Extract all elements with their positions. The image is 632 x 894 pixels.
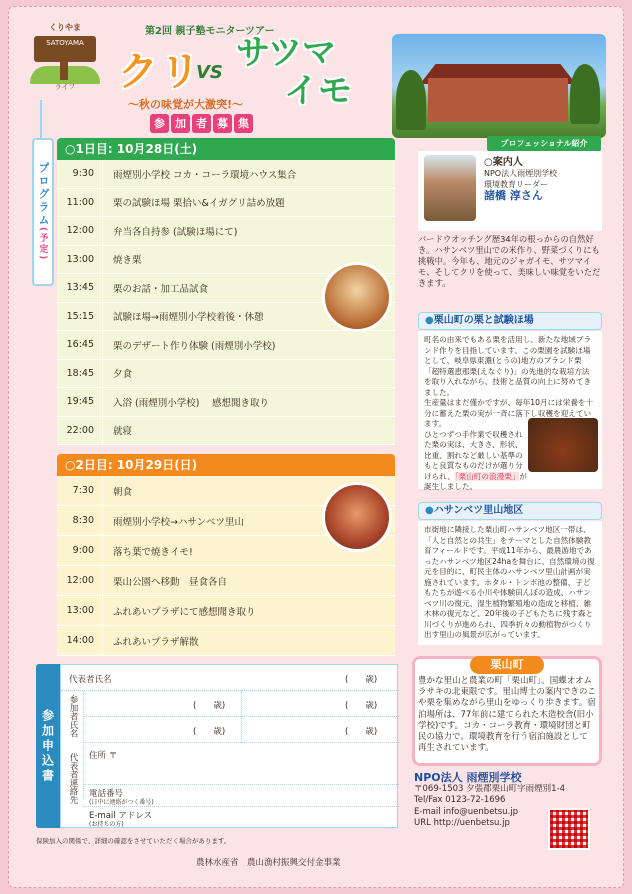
professional-card <box>418 151 602 231</box>
schedule-activity: 焼き栗 <box>113 255 142 267</box>
recruit-char: 募 <box>213 114 232 133</box>
chestnut-p2: 生産量はまだ僅かですが、毎年10月には栄養を十分に蓄えた栗の実が一斉に落下し収穫を迎えています。 <box>424 398 594 428</box>
schedule-activity: 栗のお話・加工品試食 <box>113 283 209 295</box>
email-note: (お持ちの方) <box>89 821 124 828</box>
schedule-activity: 就寝 <box>113 426 133 438</box>
schedule-activity: ふれあいプラザにて感想聞き取り <box>113 606 256 618</box>
npo-name: NPO法人 雨煙別学校 <box>414 771 522 784</box>
title-vs: VS <box>196 62 223 83</box>
chestnut-p3 <box>424 430 528 493</box>
town-description: 豊かな里山と農業の町「栗山町」。国蝶オオムラサキの北東限です。里山博士の案内できのこや栗を集めながら里山をゆっくり歩きます。宿泊場所は、77年前に建てられた木造校舎(旧小学校)です。コカ・コーラ教育・環境財団と町民の協力で、環境教育を行う宿泊施設として再生されています。 <box>418 676 596 754</box>
schedule-row <box>57 360 395 389</box>
phone-label: 電話番号 <box>89 789 124 799</box>
chestnut-section-title: 栗山町の栗と試験ほ場 <box>433 315 534 326</box>
guide-info <box>484 157 557 201</box>
bullet-icon: ● <box>425 315 434 326</box>
schedule-activity: 雨煙別小学校 コカ・コーラ環境ハウス集合 <box>113 169 297 181</box>
photo-building <box>428 78 568 122</box>
participants-label: 参加者氏名 <box>68 695 78 738</box>
chestnut-p1: 町名の由来でもある栗を活用し、新たな地域ブランド作りを目指しています。この栗園を試験ほ場として、岐阜県東濃(とうの)地方のブランド栗「超特選恵那栗(えなぐり)」の先進的な栽培方法を取り入れながら、技術と品質の向上に努めてきました。 <box>424 335 592 397</box>
application-tab: 参加申込書 <box>36 664 60 828</box>
day1-header: ○1日目: 10月28日(土) <box>57 138 395 160</box>
qr-code[interactable] <box>548 808 590 850</box>
title-satsumaimo <box>236 34 352 110</box>
schedule-activity: 入浴 (雨煙別小学校) 感想聞き取り <box>113 397 269 409</box>
schedule-row <box>57 160 395 189</box>
schedule-activity: 栗のデザート作り体験 (雨煙別小学校) <box>113 340 276 352</box>
chestnut-photo <box>528 418 598 472</box>
program-tab <box>32 138 54 286</box>
npo-contact <box>414 772 565 830</box>
recruit-char: 参 <box>150 114 169 133</box>
schedule-activity: 栗山公園へ移動 昼食各自 <box>113 576 228 588</box>
schedule-row <box>57 596 395 626</box>
schedule-time: 18:45 <box>57 360 103 388</box>
hasanbetsu-section-header <box>418 502 602 520</box>
guide-label: ○案内人 <box>484 157 523 168</box>
title-kuri: クリ <box>118 49 202 95</box>
schedule-activity: ふれあいプラザ解散 <box>113 636 199 648</box>
town-header: 栗山町 <box>470 656 544 674</box>
day2-header: ○2日目: 10月29日(日) <box>57 454 395 476</box>
chestnut-p3b: が誕生しました。 <box>424 471 527 491</box>
schedule-activity: 栗の試験ほ場 栗拾い&イガグリ詰め放題 <box>113 198 285 210</box>
satoyama-life-logo <box>30 22 100 90</box>
schedule-time: 13:00 <box>57 596 103 625</box>
schedule-time: 16:45 <box>57 331 103 359</box>
photo-tree <box>396 70 426 130</box>
address-row[interactable] <box>83 743 399 785</box>
participant-age: ( 歳) <box>345 701 378 711</box>
schedule-activity: 雨煙別小学校→ハサンベツ里山 <box>113 516 244 528</box>
schedule-row <box>57 331 395 360</box>
schedule-row <box>57 388 395 417</box>
schedule-time: 9:00 <box>57 536 103 565</box>
address-label: 住所 〒 <box>89 751 118 761</box>
schedule-activity: 落ち葉で焼きイモ! <box>113 546 193 558</box>
schedule-time: 9:30 <box>57 160 103 188</box>
title-imo: イモ <box>284 71 352 111</box>
schedule-row <box>57 417 395 446</box>
tour-label: 第2回 親子塾モニターツアー <box>145 26 275 37</box>
program-sub: (予定) <box>37 227 48 262</box>
schedule-time: 12:00 <box>57 217 103 245</box>
npo-tel: Tel/Fax 0123-72-1696 <box>414 795 506 805</box>
npo-email[interactable]: E-mail info@uenbetsu.jp <box>414 806 519 817</box>
schedule-time: 13:45 <box>57 274 103 302</box>
schedule-row <box>57 626 395 656</box>
guide-org: NPO法人雨煙別学校 <box>484 169 558 178</box>
chestnut-p3a: ひとつずつ手作業で収穫された栗の実は、大きさ、形状、比重、割れなど厳しい基準のもと良質なものだけが選り分けられ、 <box>424 429 523 481</box>
sponsor-text: 農林水産省 農山漁村振興交付金事業 <box>196 858 341 868</box>
logo-name: SATOYAMA <box>46 39 84 47</box>
bullet-icon: ● <box>425 505 434 516</box>
subtitle: 〜秋の味覚が大激突!〜 <box>128 98 244 111</box>
rep-age: ( 歳) <box>345 675 378 685</box>
deco-line <box>40 100 42 140</box>
logo-top-text: くりやま <box>49 23 81 32</box>
schedule-time: 7:30 <box>57 476 103 505</box>
rep-label: 代表者氏名 <box>69 675 112 685</box>
dining-hall-photo <box>322 482 392 552</box>
schedule-time: 13:00 <box>57 246 103 274</box>
participant-age: ( 歳) <box>193 701 226 711</box>
program-label: プログラム <box>37 162 50 228</box>
recruit-char: 加 <box>171 114 190 133</box>
guide-name: 諸橋 淳さん <box>484 189 543 202</box>
recruit-char: 者 <box>192 114 211 133</box>
participant-age: ( 歳) <box>193 727 226 737</box>
npo-address: 〒069-1503 夕張郡栗山町字雨煙別1-4 <box>414 783 566 794</box>
schedule-activity: 朝食 <box>113 486 133 498</box>
schedule-time: 19:45 <box>57 388 103 416</box>
schedule-time: 22:00 <box>57 417 103 445</box>
schedule-row <box>57 217 395 246</box>
school-building-photo <box>392 34 606 138</box>
schedule-time: 14:00 <box>57 626 103 655</box>
schedule-activity: 試験ほ場→雨煙別小学校着後・休憩 <box>113 312 264 324</box>
recruit-badge <box>150 114 253 133</box>
guide-portrait <box>424 155 476 221</box>
schedule-time: 12:00 <box>57 566 103 595</box>
schedule-time: 15:15 <box>57 303 103 331</box>
rep-row[interactable] <box>61 665 399 691</box>
photo-tree <box>570 64 600 124</box>
phone-row[interactable] <box>83 785 399 807</box>
schedule-time: 11:00 <box>57 189 103 217</box>
schedule-row <box>57 189 395 218</box>
participant-age: ( 歳) <box>345 727 378 737</box>
email-label: E-mail アドレス <box>89 811 153 821</box>
recruit-char: 集 <box>234 114 253 133</box>
form-divider <box>241 691 242 743</box>
schedule-activity: 夕食 <box>113 369 133 381</box>
schedule-time: 8:30 <box>57 506 103 535</box>
contact-label: 代表者連絡先 <box>68 753 78 804</box>
email-row[interactable] <box>83 807 399 829</box>
guide-role: 環境教育リーダー <box>484 180 548 189</box>
guide-description: バードウオッチング歴34年の根っからの自然好き。ハサンベツ里山での米作り、野菜づくりにも挑戦中。今年も、地元のジャガイモ、サツマイモ、そしてクリを使って、美味しい味覚をいただきます。 <box>418 234 601 288</box>
schedule-activity: 弁当各自持参 (試験ほ場にて) <box>113 226 238 238</box>
professional-header: プロフェッショナル紹介 <box>487 136 601 151</box>
title-satsuma: サツマ <box>236 33 336 73</box>
hasanbetsu-section-body: 市街地に隣接した栗山町ハサンベツ地区一帯は、「人と自然との共生」をテーマとした自然体験教育フィールドです。平成11年から、最農游地であったハサンベツ地区24haを舞台に、自然環境の復元を目的に、町民主体のハサンベツ里山計画が実施されています。ホタル・トンボ池の整備、子どもたちが遊べる小川や体験田んぼの造成、ハサンベツ川の復元、湿生植物繁殖地の造成と移植、雑木林の復元など、20年後の子どもたちに残す森と川づくりが進められ、四季折々の動植物がつくり出す里山の風景が広がっています。 <box>418 521 602 645</box>
insurance-footnote: 保険加入の関係で、詳細の確認をさせていただく場合があります。 <box>36 837 231 845</box>
roman-chestnut-highlight: 「栗山町の浪漫栗」 <box>454 471 520 481</box>
schedule-row <box>57 566 395 596</box>
logo-sign <box>34 36 96 62</box>
npo-url[interactable]: URL http://uenbetsu.jp <box>414 818 510 828</box>
chestnut-section-header <box>418 312 602 330</box>
logo-sub: ライフ <box>54 83 76 91</box>
hasanbetsu-section-title: ハサンベツ里山地区 <box>433 505 524 516</box>
logo-post <box>60 62 68 80</box>
phone-note: (日中に連絡がつく番号) <box>89 799 154 806</box>
classroom-photo <box>322 262 392 332</box>
application-form <box>60 664 398 828</box>
